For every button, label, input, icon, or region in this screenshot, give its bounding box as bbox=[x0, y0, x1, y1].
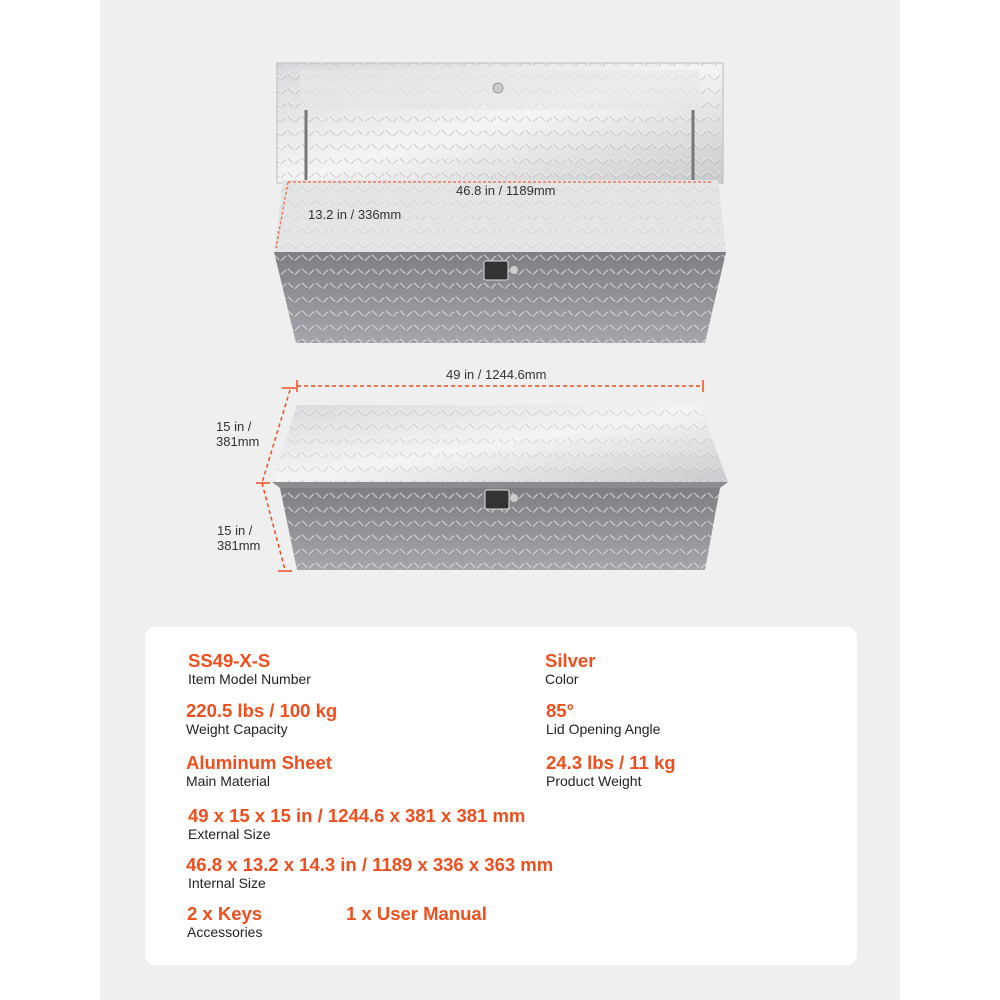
spec-model: SS49-X-S Item Model Number bbox=[188, 650, 311, 687]
external-length-label: 49 in / 1244.6mm bbox=[446, 367, 547, 382]
internal-width-label: 13.2 in / 336mm bbox=[308, 207, 402, 222]
spec-internal-size: 46.8 x 13.2 x 14.3 in / 1189 x 336 x 363 mm Internal Size bbox=[186, 854, 554, 891]
spec-color: Silver Color bbox=[545, 650, 596, 687]
spec-accessories-manual: 1 x User Manual bbox=[346, 903, 487, 924]
spec-accessories: 2 x Keys Accessories bbox=[187, 903, 263, 940]
spec-material: Aluminum Sheet Main Material bbox=[186, 752, 332, 789]
spec-external-size: 49 x 15 x 15 in / 1244.6 x 381 x 381 mm External Size bbox=[188, 805, 526, 842]
latch-icon bbox=[484, 261, 508, 280]
spec-lid-angle: 85° Lid Opening Angle bbox=[546, 700, 661, 737]
closed-toolbox bbox=[272, 405, 728, 570]
spec-capacity: 220.5 lbs / 100 kg Weight Capacity bbox=[186, 700, 338, 737]
latch-icon bbox=[485, 490, 509, 509]
lock-icon bbox=[493, 83, 503, 93]
open-toolbox bbox=[274, 63, 726, 343]
lid-height-label: 15 in / 381mm bbox=[216, 419, 260, 449]
spec-weight: 24.3 lbs / 11 kg Product Weight bbox=[546, 752, 676, 789]
internal-length-label: 46.8 in / 1189mm bbox=[456, 183, 556, 198]
spec-card bbox=[145, 627, 857, 965]
body-height-label: 15 in / 381mm bbox=[217, 523, 261, 553]
